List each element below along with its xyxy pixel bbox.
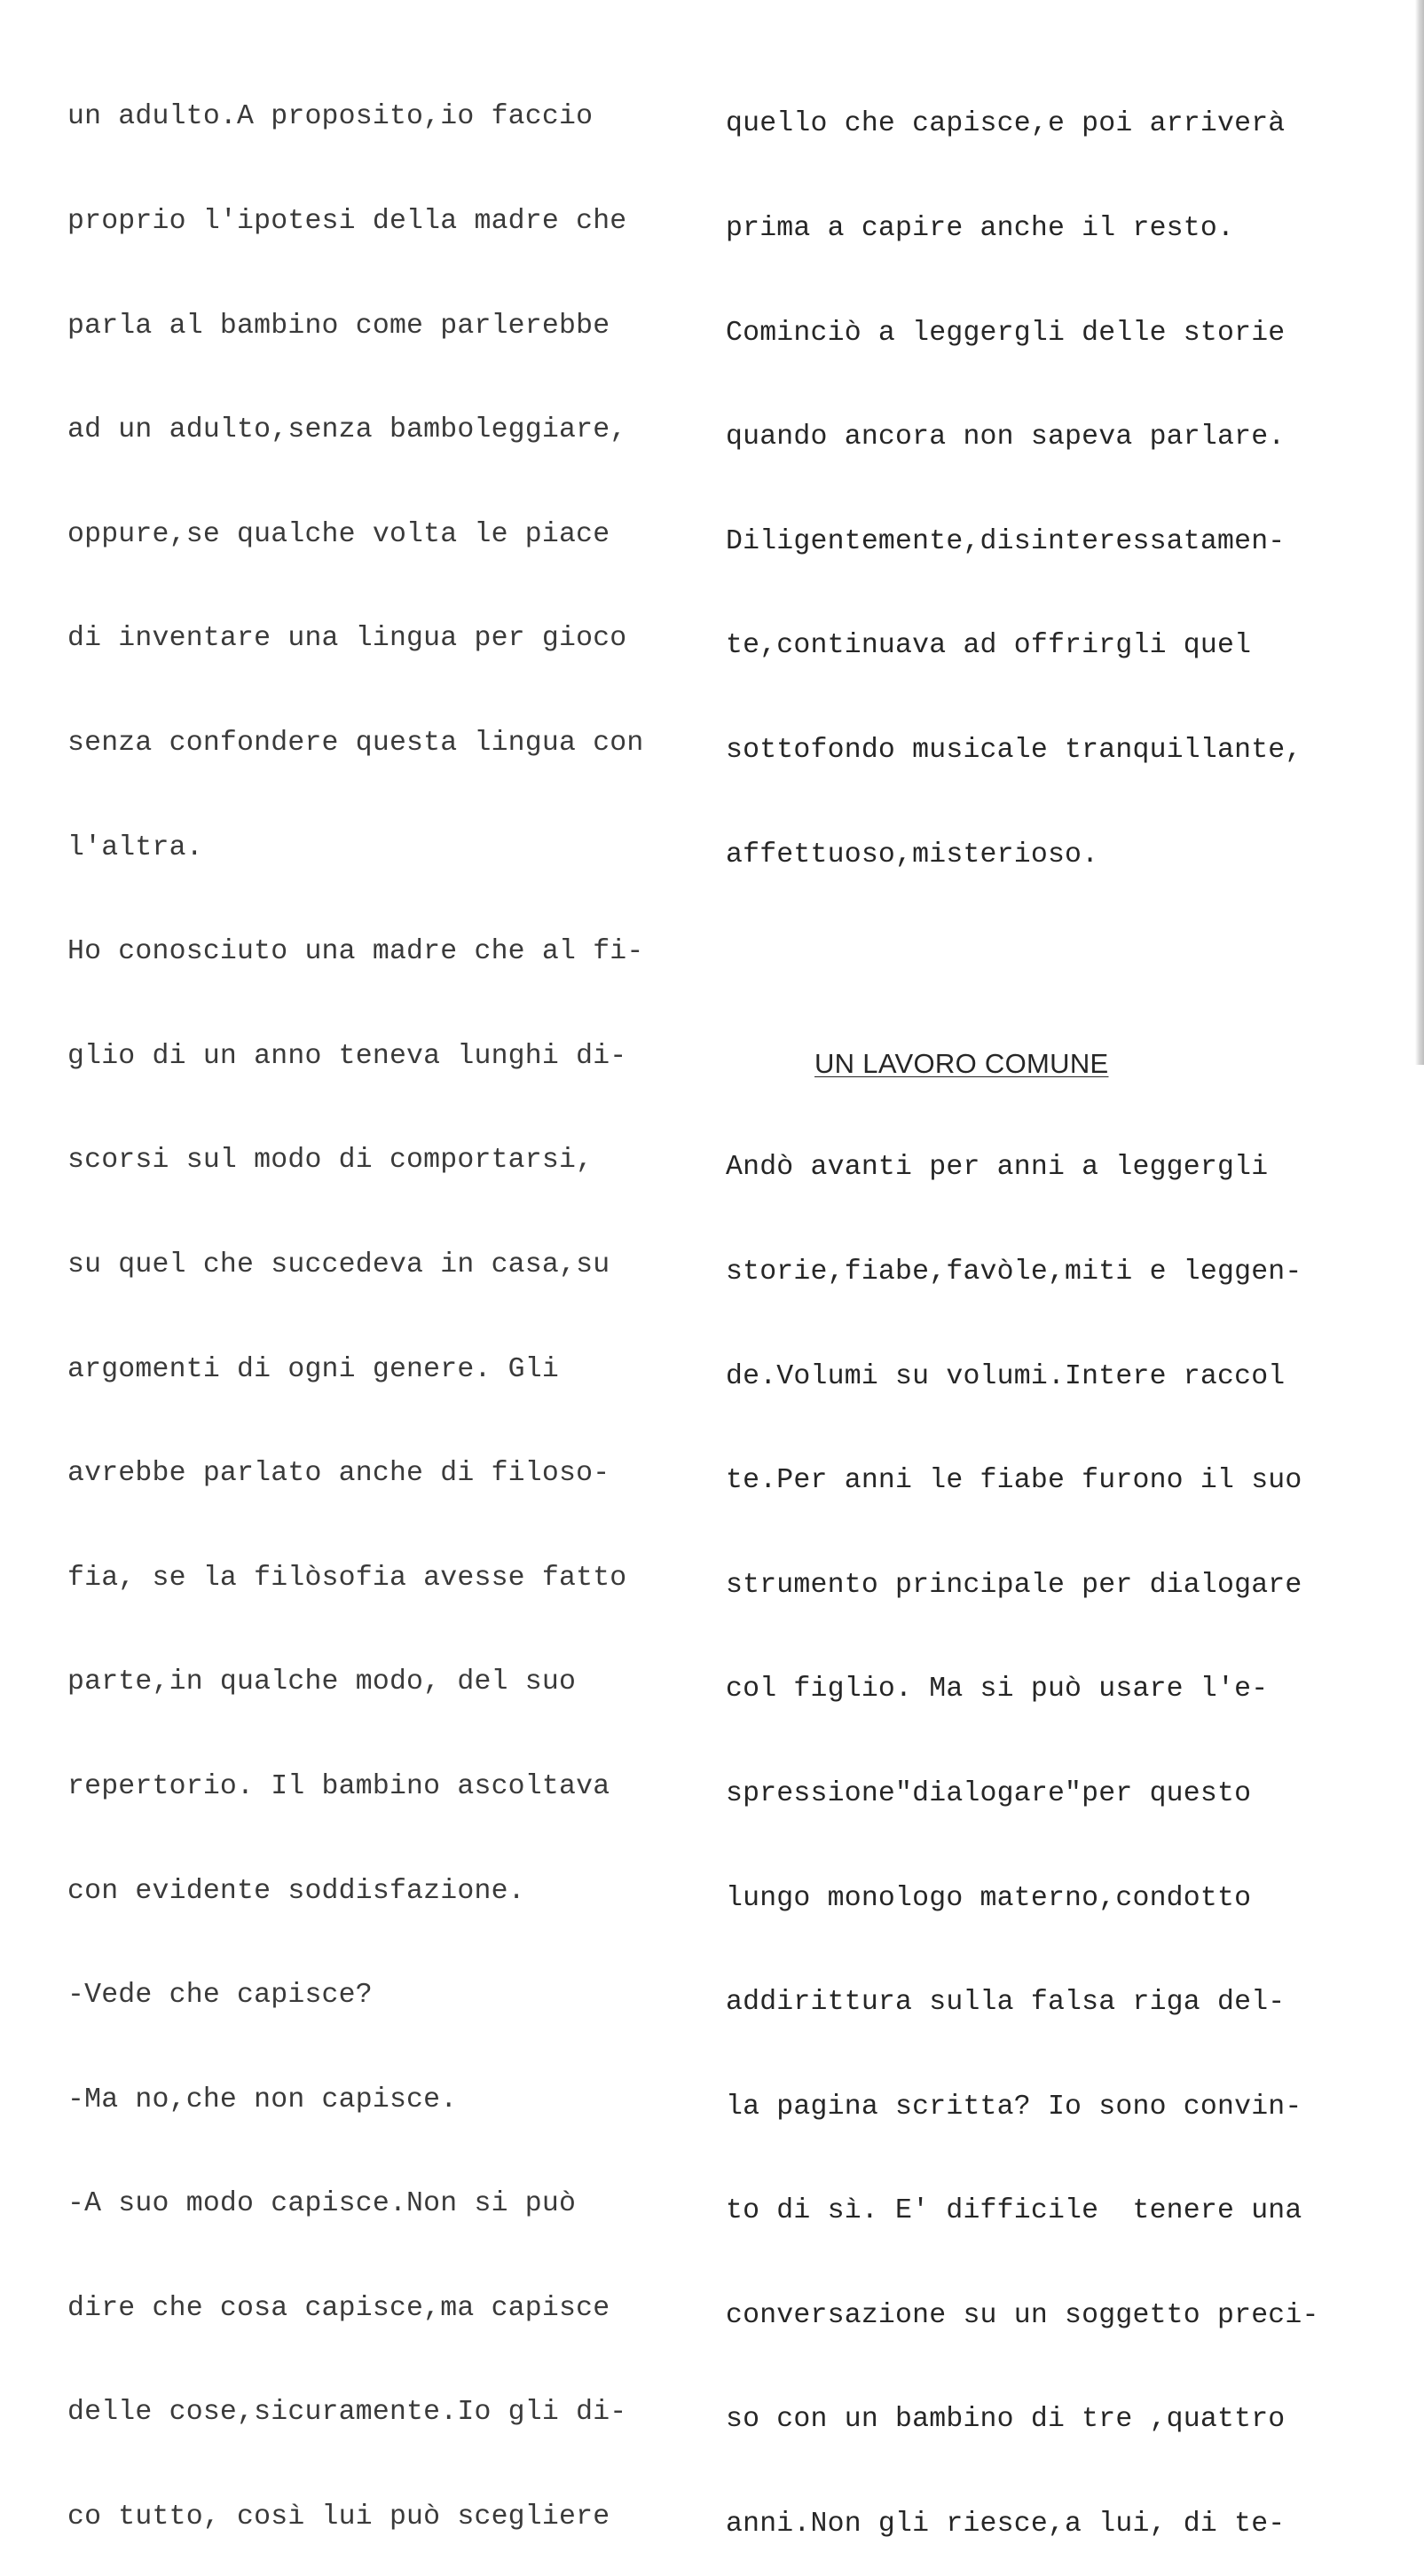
page-edge-shadow	[1415, 0, 1424, 1065]
text-line: lungo monologo materno,condotto	[726, 1882, 1252, 1914]
paragraph-gap	[726, 941, 1319, 976]
text-line: scorsi sul modo di comportarsi,	[67, 1145, 594, 1177]
text-line: Diligentemente,disinteressatamen-	[726, 525, 1286, 557]
text-line: conversazione su un soggetto preci-	[726, 2299, 1319, 2331]
text-line: sottofondo musicale tranquillante,	[726, 734, 1302, 766]
text-line: fia, se la filòsofia avesse fatto	[67, 1562, 627, 1594]
text-line: -Ma no,che non capisce.	[67, 2084, 458, 2115]
text-line: so con un bambino di tre ,quattro	[726, 2404, 1286, 2436]
text-line: co tutto, così lui può scegliere	[67, 2501, 610, 2533]
text-line: anni.Non gli riesce,a lui, di te-	[726, 2509, 1286, 2541]
text-line: di inventare una lingua per gioco	[67, 623, 627, 655]
text-line: avrebbe parlato anche di filoso-	[67, 1458, 610, 1490]
section-heading	[726, 1046, 1319, 1081]
text-line: Ho conosciuto una madre che al fi-	[67, 936, 644, 968]
text-line: oppure,se qualche volta le piace	[67, 518, 610, 550]
text-line: to di sì. E' difficile tenere una	[726, 2195, 1302, 2227]
text-line: parte,in qualche modo, del suo	[67, 1666, 577, 1698]
text-line: quando ancora non sapeva parlare.	[726, 421, 1286, 453]
text-line: ad un adulto,senza bamboleggiare,	[67, 414, 627, 446]
text-line: -Vede che capisce?	[67, 1980, 373, 2012]
text-line: affettuoso,misterioso.	[726, 839, 1099, 870]
text-line: -A suo modo capisce.Non si può	[67, 2188, 577, 2220]
text-line: te,continuava ad offrirgli quel	[726, 630, 1252, 662]
text-line: prima a capire anche il resto.	[726, 213, 1235, 244]
text-line: Cominciò a leggergli delle storie	[726, 317, 1286, 349]
text-line: l'altra.	[67, 831, 203, 863]
text-line: te.Per anni le fiabe furono il suo	[726, 1465, 1302, 1497]
text-line: senza confondere questa lingua con	[67, 727, 644, 759]
text-line: spressione"dialogare"per questo	[726, 1777, 1252, 1809]
text-line: addirittura sulla falsa riga del-	[726, 1987, 1286, 2019]
text-line: proprio l'ipotesi della madre che	[67, 206, 627, 237]
text-line: argomenti di ogni genere. Gli	[67, 1353, 559, 1385]
text-line: delle cose,sicuramente.Io gli di-	[67, 2397, 627, 2429]
text-line: de.Volumi su volumi.Intere raccol	[726, 1360, 1286, 1392]
text-line: Andò avanti per anni a leggergli	[726, 1152, 1269, 1184]
text-line: parla al bambino come parlerebbe	[67, 310, 610, 342]
text-line: la pagina scritta? Io sono convin-	[726, 2091, 1302, 2123]
text-line: storie,fiabe,favòle,miti e leggen-	[726, 1256, 1302, 1288]
text-line: strumento principale per dialogare	[726, 1569, 1302, 1601]
text-line: glio di un anno teneva lunghi di-	[67, 1040, 627, 1072]
text-line: con evidente soddisfazione.	[67, 1875, 525, 1907]
text-line: dire che cosa capisce,ma capisce	[67, 2292, 610, 2324]
text-line: su quel che succedeva in casa,su	[67, 1249, 610, 1280]
text-line: un adulto.A proposito,io faccio	[67, 101, 594, 133]
left-text-column	[67, 30, 644, 2569]
text-line: repertorio. Il bambino ascoltava	[67, 1770, 610, 1802]
section-heading-text: UN LAVORO COMUNE	[814, 1047, 1109, 1079]
text-line: quello che capisce,e poi arriverà	[726, 108, 1286, 140]
text-line: col figlio. Ma si può usare l'e-	[726, 1674, 1269, 1706]
right-text-column	[726, 37, 1319, 2576]
